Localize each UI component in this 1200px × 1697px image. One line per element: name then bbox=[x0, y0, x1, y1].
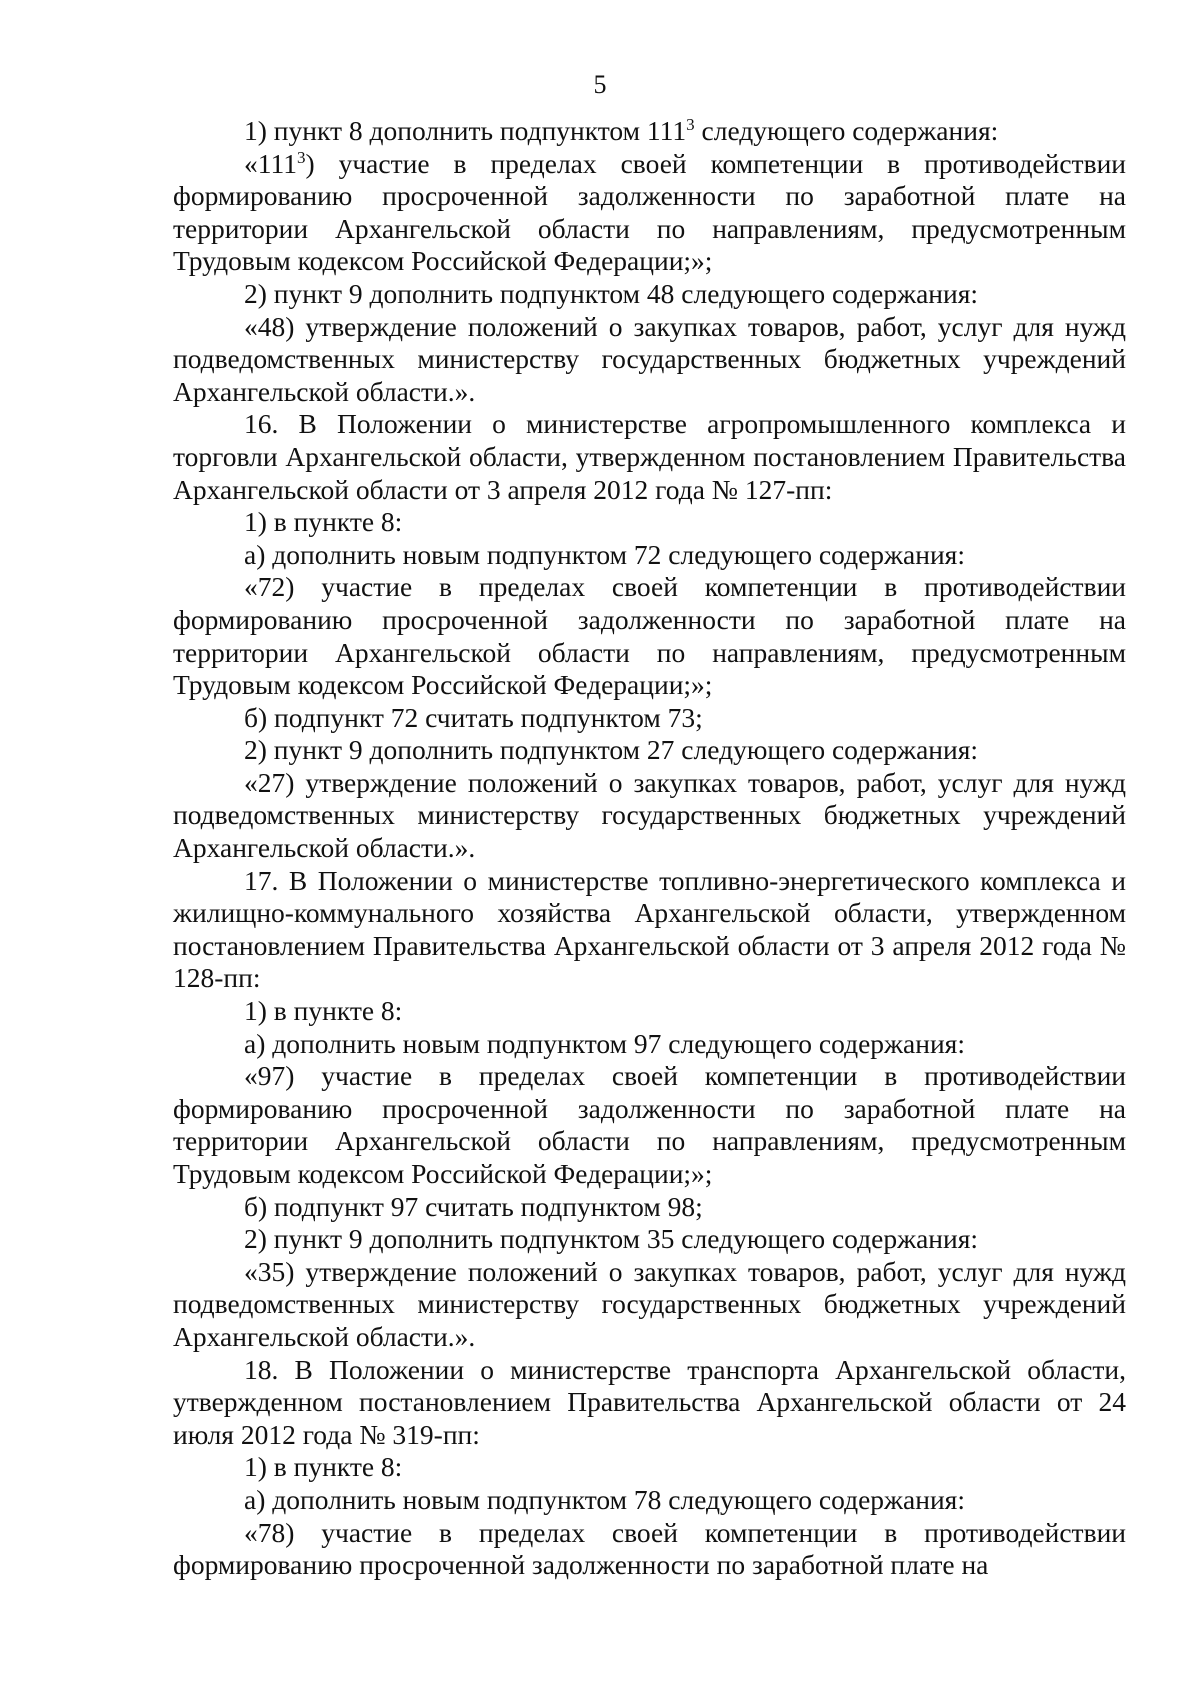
superscript: 3 bbox=[686, 114, 695, 134]
paragraph bbox=[173, 115, 1126, 148]
paragraph: б) подпункт 97 считать подпунктом 98; bbox=[244, 1190, 703, 1222]
paragraph: «97) участие в пределах своей компетенции в противодействии формированию просроченной задолженности по заработной плате на территории Архангельской области по направлениям, предусмотренным Трудовым кодексом Российской Федерации;»; bbox=[173, 1060, 1126, 1189]
paragraph: «27) утверждение положений о закупках товаров, работ, услуг для нужд подведомственных министерству государственных бюджетных учреждений Архангельской области.». bbox=[173, 766, 1126, 864]
paragraph: «78) участие в пределах своей компетенции в противодействии формированию просроченной задолженности по заработной плате на bbox=[173, 1516, 1126, 1581]
superscript: 3 bbox=[296, 147, 306, 167]
paragraph: а) дополнить новым подпунктом 78 следующего содержания: bbox=[244, 1483, 965, 1515]
paragraph: 2) пункт 9 дополнить подпунктом 27 следующего содержания: bbox=[244, 734, 979, 766]
paragraph: 1) в пункте 8: bbox=[244, 1451, 403, 1483]
paragraph: а) дополнить новым подпунктом 72 следующего содержания: bbox=[244, 538, 965, 570]
paragraph: а) дополнить новым подпунктом 97 следующего содержания: bbox=[244, 1027, 965, 1059]
paragraph: 2) пункт 9 дополнить подпунктом 48 следующего содержания: bbox=[244, 277, 979, 309]
paragraph-text: 1) пункт 8 дополнить подпунктом 111 bbox=[244, 115, 687, 146]
paragraph: «35) утверждение положений о закупках товаров, работ, услуг для нужд подведомственных министерству государственных бюджетных учреждений Архангельской области.». bbox=[173, 1255, 1126, 1352]
paragraph: б) подпункт 72 считать подпунктом 73; bbox=[244, 701, 703, 733]
paragraph: 2) пункт 9 дополнить подпунктом 35 следующего содержания: bbox=[244, 1223, 979, 1255]
paragraph-text: ) участие в пределах своей компетенции в противодействии формированию просроченной задолженности по заработной плате на территории Архангельской области по направлениям, предусмотренным Трудовым кодексом Российской Федерации;»; bbox=[173, 147, 1126, 277]
paragraph: «72) участие в пределах своей компетенции в противодействии формированию просроченной задолженности по заработной плате на территории Архангельской области по направлениям, предусмотренным Трудовым кодексом Российской Федерации;»; bbox=[173, 571, 1126, 701]
paragraph-text: следующего содержания: bbox=[694, 115, 999, 146]
page-number: 5 bbox=[593, 70, 607, 99]
paragraph: 1) в пункте 8: bbox=[244, 995, 403, 1027]
document-body bbox=[173, 115, 1126, 1582]
paragraph-text: «111 bbox=[244, 147, 297, 179]
section-paragraph: 18. В Положении о министерстве транспорта Архангельской области, утвержденном постановлением Правительства Архангельской области от 24 июля 2012 года № 319-пп: bbox=[173, 1353, 1126, 1450]
paragraph bbox=[173, 148, 1126, 278]
paragraph: 1) в пункте 8: bbox=[244, 506, 403, 538]
section-paragraph: 16. В Положении о министерстве агропромышленного комплекса и торговли Архангельской области, утвержденном постановлением Правительства Архангельской области от 3 апреля 2012 года № 127-пп: bbox=[173, 408, 1126, 505]
section-paragraph: 17. В Положении о министерстве топливно-энергетического комплекса и жилищно-коммунального хозяйства Архангельской области, утвержденном постановлением Правительства Архангельской области от 3 апреля 2012 года № 128-пп: bbox=[173, 864, 1126, 994]
paragraph: «48) утверждение положений о закупках товаров, работ, услуг для нужд подведомственных министерству государственных бюджетных учреждений Архангельской области.». bbox=[173, 310, 1126, 407]
